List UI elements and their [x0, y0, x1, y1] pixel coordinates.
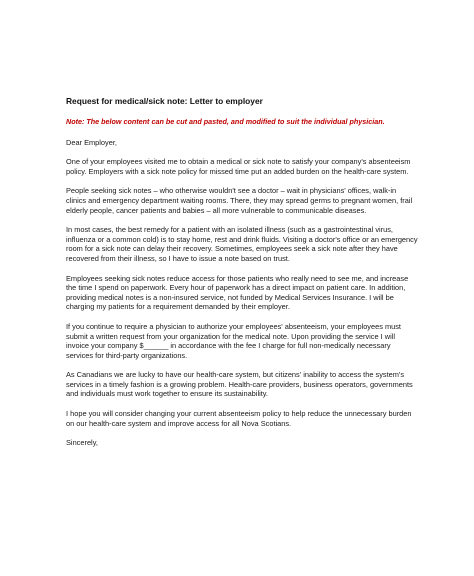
paragraph-7: I hope you will consider changing your current absenteeism policy to help reduce the unnecessary burden on our health-care system and improve access for all Nova Scotians. — [66, 409, 412, 428]
letter-content — [66, 96, 418, 448]
document-title: Request for medical/sick note: Letter to employer — [66, 96, 263, 106]
instruction-note: Note: The below content can be cut and pasted, and modified to suit the individual physician. — [66, 117, 385, 126]
paragraph-1: One of your employees visited me to obtain a medical or sick note to satisfy your company's absenteeism policy. Employers with a sick note policy for missed time put an added burden on the health-care system. — [66, 157, 411, 176]
paragraph-5: If you continue to require a physician to authorize your employees' absenteeism, your employees must submit a written request from your organization for the medical note. Upon providing the service I will invoice your company $______ in accordance with the fee I charge for full non-medically necessary services for third-party organizations. — [66, 321, 401, 360]
paragraph-3: In most cases, the best remedy for a patient with an isolated illness (such as a gastrointestinal virus, influenza or a common cold) is to stay home, rest and drink fluids. Visiting a doctor's office or an emergency room for a sick note can delay their recovery. Sometimes, employees seek a sick note after they have recovered from their illness, so I have to issue a note based on trust. — [66, 225, 418, 263]
paragraph-6: As Canadians we are lucky to have our health-care system, but citizens' inability to access the system's services in a timely fashion is a growing problem. Health-care providers, business operators, governments and individuals must work together to ensure its sustainability. — [66, 370, 413, 399]
paragraph-2: People seeking sick notes – who otherwise wouldn't see a doctor – wait in physicians' offices, walk-in clinics and emergency department waiting rooms. There, they may spread germs to pregnant women, frail elderly people, cancer patients and babies – all more vulnerable to communicable diseases. — [66, 186, 413, 215]
closing: Sincerely, — [66, 438, 98, 448]
paragraph-4: Employees seeking sick notes reduce access for those patients who really need to see me, and increase the time I spend on paperwork. Every hour of paperwork has a direct impact on patient care. In addition, providing medical notes is a non-insured service, not funded by Medical Services Insurance. I will be charging my patients for a requirement demanded by their employer. — [66, 273, 409, 312]
salutation: Dear Employer, — [66, 137, 117, 147]
